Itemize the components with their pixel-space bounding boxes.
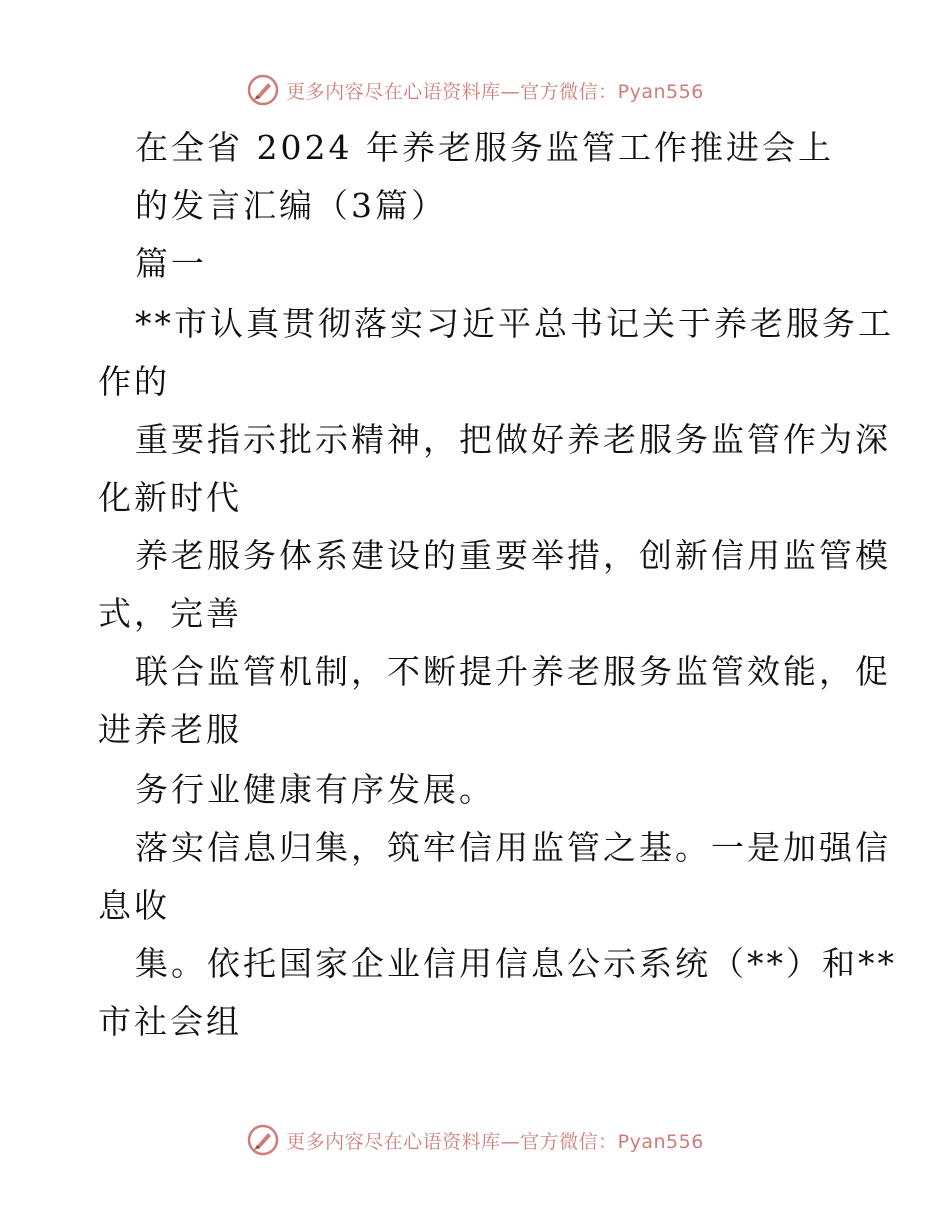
paragraph-line: 市社会组	[98, 1002, 242, 1041]
watermark-text: 更多内容尽在心语资料库—官方微信：Pyan556	[286, 1130, 704, 1153]
watermark-text: 更多内容尽在心语资料库—官方微信：Pyan556	[286, 80, 704, 103]
paragraph-line: 集。依托国家企业信用信息公示系统（**）和**	[135, 944, 897, 983]
footer-watermark	[0, 1120, 950, 1160]
pen-nib-circle-icon	[246, 1123, 280, 1157]
paragraph-line: 息收	[98, 886, 170, 925]
section-heading: 篇一	[135, 244, 207, 283]
document-title-line-2: 的发言汇编（3篇）	[135, 186, 447, 225]
paragraph-line: 式，完善	[98, 594, 242, 633]
paragraph-line: 作的	[98, 362, 170, 401]
pen-nib-circle-icon	[246, 73, 280, 107]
paragraph-line: **市认真贯彻落实习近平总书记关于养老服务工	[135, 304, 894, 343]
paragraph-line: 重要指示批示精神，把做好养老服务监管作为深	[135, 420, 891, 459]
header-watermark	[0, 70, 950, 110]
paragraph-line: 化新时代	[98, 478, 242, 517]
paragraph-line: 养老服务体系建设的重要举措，创新信用监管模	[135, 536, 891, 575]
paragraph-line: 落实信息归集，筑牢信用监管之基。一是加强信	[135, 828, 891, 867]
paragraph-line: 进养老服	[98, 710, 242, 749]
document-title-line-1: 在全省 2024 年养老服务监管工作推进会上	[135, 128, 834, 167]
paragraph-line: 联合监管机制，不断提升养老服务监管效能，促	[135, 652, 891, 691]
paragraph-line: 务行业健康有序发展。	[135, 770, 495, 809]
